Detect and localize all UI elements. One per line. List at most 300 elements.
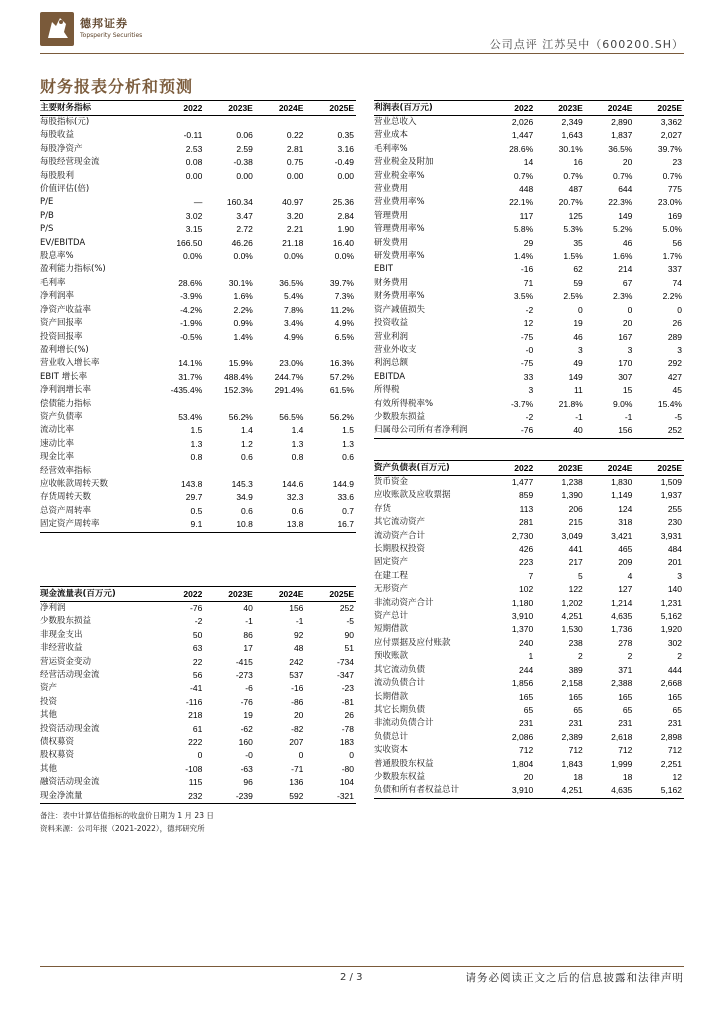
brand-name-en: Topsperity Securities: [80, 32, 143, 39]
year-header: 2024E: [585, 101, 635, 116]
table-row: [40, 384, 356, 397]
cell-value: 1,214: [611, 597, 633, 608]
cell-value: 4.9%: [284, 331, 304, 342]
table-row: [374, 784, 684, 798]
cell-value: 22.1%: [509, 197, 534, 208]
table-row: [40, 478, 356, 491]
table-title: 资产负债表(百万元): [374, 461, 486, 476]
cell-value: 0.6: [241, 452, 253, 463]
row-label: 普通股股东权益: [374, 758, 434, 769]
cell-value: -1: [245, 616, 253, 627]
cell-value: -0.49: [334, 157, 354, 168]
cell-value: 427: [667, 371, 682, 382]
table-row: [40, 196, 356, 209]
cell-value: 160: [238, 737, 253, 748]
cell-value: -76: [190, 603, 203, 613]
table-title: 现金流量表(百万元): [40, 587, 154, 602]
table-row: [374, 744, 684, 757]
table-row: [40, 170, 356, 183]
table-row: [374, 758, 684, 771]
cell-value: 3.47: [236, 210, 253, 221]
cell-value: 441: [568, 544, 583, 555]
cell-value: [154, 344, 205, 357]
cell-value: 56.2%: [329, 411, 354, 422]
cell-value: 644: [618, 184, 633, 195]
cell-value: 26: [672, 318, 682, 329]
cell-value: 4,251: [561, 611, 583, 622]
cell-value: 5.4%: [284, 291, 304, 302]
table-header-row: [40, 101, 356, 116]
table-row: [40, 465, 356, 478]
row-label: 在建工程: [374, 570, 409, 581]
cell-value: -2: [525, 304, 534, 315]
cell-value: 26: [344, 710, 354, 721]
row-label: 营业费用率%: [374, 197, 425, 208]
cell-value: 2: [627, 651, 633, 662]
cell-value: 1,837: [611, 130, 633, 141]
cell-value: 0.6: [241, 505, 253, 516]
row-label: 投资: [40, 696, 58, 707]
cell-value: 1,149: [611, 490, 633, 501]
row-label: 每股经营现金流: [40, 157, 100, 168]
cell-value: 63: [192, 643, 203, 654]
cell-value: 0.08: [185, 157, 203, 168]
table-row: [374, 317, 684, 330]
cashflow-table: [40, 586, 356, 804]
table-row: [40, 290, 356, 303]
cell-value: 592: [255, 790, 306, 804]
row-label: 非流动负债合计: [374, 718, 434, 729]
cell-value: 487: [568, 184, 583, 195]
cell-value: -734: [336, 656, 354, 667]
row-label: 营业外收支: [374, 344, 417, 355]
cell-value: 0: [298, 750, 304, 761]
cell-value: 0.7%: [662, 170, 682, 181]
cell-value: 1,736: [611, 624, 633, 635]
table-title: 主要财务指标: [40, 101, 154, 116]
cell-value: 712: [618, 745, 633, 756]
cell-value: -6: [245, 683, 253, 694]
table-row: [40, 656, 356, 669]
cell-value: -62: [240, 723, 253, 734]
cell-value: 20: [622, 318, 633, 329]
row-label: 少数股东损益: [40, 616, 92, 627]
table-row: [374, 183, 684, 196]
cell-value: [204, 465, 255, 478]
cell-value: 232: [154, 790, 205, 804]
cell-value: 1,509: [660, 477, 682, 487]
row-label: 财务费用率%: [374, 291, 425, 302]
table-row: [40, 790, 356, 804]
cell-value: 117: [519, 210, 534, 221]
cell-value: -81: [341, 696, 354, 707]
cell-value: -435.4%: [170, 385, 203, 396]
row-label: 应付票据及应付账款: [374, 637, 451, 648]
row-label: 归属母公司所有者净利润: [374, 424, 486, 438]
cell-value: 30.1%: [558, 143, 583, 154]
cell-value: 21.18: [282, 237, 304, 248]
cell-value: 166.50: [176, 237, 203, 248]
cell-value: -0.38: [233, 157, 253, 168]
table-row: [374, 398, 684, 411]
cell-value: [255, 116, 306, 130]
cell-value: 0: [197, 750, 203, 761]
cell-value: 29: [523, 237, 534, 248]
table-row: [374, 503, 684, 516]
cell-value: 3,421: [611, 530, 633, 541]
row-label: 资产减值损失: [374, 304, 426, 315]
cell-value: 465: [618, 544, 633, 555]
row-label: 流动负债合计: [374, 678, 426, 689]
row-label: 其他: [40, 710, 58, 721]
table-row: [374, 476, 684, 490]
table-row: [374, 570, 684, 583]
cell-value: 252: [339, 603, 354, 613]
cell-value: 775: [667, 184, 682, 195]
year-header: 2025E: [634, 461, 684, 476]
cell-value: -5: [346, 616, 354, 627]
cell-value: 1.4: [291, 425, 304, 436]
cell-value: 1.3: [291, 438, 304, 449]
balance-sheet-table: [374, 460, 684, 799]
cell-value: 48: [293, 643, 304, 654]
row-label: 短期借款: [374, 624, 409, 635]
cell-value: 39.7%: [657, 143, 682, 154]
cell-value: 124: [618, 503, 633, 514]
cell-value: 3.20: [286, 210, 304, 221]
row-label: 营业利润: [374, 331, 409, 342]
cell-value: 2,618: [611, 731, 633, 742]
cell-value: 242: [289, 656, 304, 667]
table-row: [374, 516, 684, 529]
cell-value: 115: [188, 777, 203, 788]
cell-value: 14.1%: [178, 358, 203, 369]
cell-value: 104: [339, 777, 354, 788]
year-header: 2022: [486, 101, 536, 116]
cell-value: 20: [523, 771, 534, 782]
cell-value: 36.5%: [608, 143, 633, 154]
cell-value: 1,447: [511, 130, 534, 141]
cell-value: 1,643: [561, 130, 583, 141]
cell-value: 20: [293, 710, 304, 721]
cell-value: 2.3%: [613, 291, 633, 302]
cell-value: 0.00: [185, 170, 203, 181]
cell-value: 28.6%: [178, 277, 203, 288]
cell-value: 46: [573, 331, 583, 342]
cell-value: [204, 344, 255, 357]
cell-value: 2,086: [511, 731, 534, 742]
cell-value: 127: [618, 584, 633, 595]
table-title: 利润表(百万元): [374, 101, 486, 116]
cell-value: 23.0%: [279, 358, 304, 369]
cell-value: 240: [519, 637, 534, 648]
cell-value: 32.3: [286, 492, 304, 503]
row-label: 现金净流量: [40, 790, 154, 804]
cell-value: 426: [519, 544, 534, 555]
cell-value: 3.4%: [284, 318, 304, 329]
table-row: [374, 731, 684, 744]
cell-value: 0.06: [236, 130, 253, 141]
table-row: [40, 210, 356, 223]
cell-value: 444: [667, 664, 682, 675]
table-row: [374, 277, 684, 290]
cell-value: 113: [519, 503, 534, 514]
table-row: [374, 717, 684, 730]
brand-name-cn: 德邦证券: [80, 17, 128, 30]
cell-value: 0.7: [342, 505, 354, 516]
cell-value: -23: [341, 683, 354, 694]
table-row: [374, 424, 684, 438]
cell-value: 1,937: [660, 490, 682, 501]
cell-value: 231: [568, 718, 583, 729]
cell-value: 19: [243, 710, 253, 721]
row-label: 其它流动负债: [374, 664, 426, 675]
row-label: 流动资产合计: [374, 530, 426, 541]
cell-value: 1,530: [561, 624, 583, 635]
cell-value: [305, 398, 356, 411]
row-label: 经营效率指标: [40, 465, 92, 476]
cell-value: 46: [622, 237, 633, 248]
cell-value: -41: [190, 683, 203, 694]
cell-value: 9.0%: [613, 398, 633, 409]
cell-value: 3,362: [660, 117, 682, 127]
cell-value: 65: [672, 704, 682, 715]
cell-value: [204, 183, 255, 196]
cell-value: -80: [341, 763, 354, 774]
table-row: [40, 491, 356, 504]
cell-value: [305, 465, 356, 478]
cell-value: 0.5: [190, 505, 203, 516]
disclaimer: 请务必阅读正文之后的信息披露和法律声明: [465, 972, 684, 984]
cell-value: 3.5%: [513, 291, 534, 302]
table-row: [40, 438, 356, 451]
cell-value: 1,202: [561, 597, 583, 608]
row-label: 货币资金: [374, 477, 409, 487]
cell-value: 2.53: [185, 143, 203, 154]
row-label: 应收帐款周转天数: [40, 478, 109, 489]
cell-value: 4.9%: [334, 318, 354, 329]
table-row: [374, 223, 684, 236]
cell-value: 201: [667, 557, 682, 568]
cell-value: 67: [622, 277, 633, 288]
cell-value: 2,389: [561, 731, 583, 742]
cell-value: 16.7: [305, 518, 356, 532]
cell-value: 3,931: [660, 530, 682, 541]
row-label: 每股指标(元): [40, 117, 90, 127]
row-label: 无形资产: [374, 584, 409, 595]
row-label: 资产负债率: [40, 411, 83, 422]
cell-value: -415: [235, 656, 253, 667]
cell-value: 537: [289, 670, 304, 681]
row-label: 管理费用率%: [374, 224, 425, 235]
cell-value: 712: [519, 745, 534, 756]
row-label: 营运资金变动: [40, 656, 92, 667]
cell-value: 31.7%: [178, 371, 203, 382]
cell-value: 0.9%: [233, 318, 253, 329]
cell-value: 0.7%: [613, 170, 633, 181]
year-header: 2023E: [204, 101, 255, 116]
cell-value: 51: [344, 643, 354, 654]
cell-value: 169: [667, 210, 682, 221]
table-row: [374, 170, 684, 183]
cell-value: 156: [289, 603, 304, 613]
cell-value: 0.00: [286, 170, 304, 181]
cell-value: -86: [291, 696, 304, 707]
cell-value: 0.6: [291, 505, 304, 516]
table-row: [40, 518, 356, 532]
cell-value: [204, 398, 255, 411]
cell-value: -4.2%: [180, 304, 203, 315]
table-row: [40, 451, 356, 464]
cell-value: 281: [519, 517, 534, 528]
table-row: [374, 704, 684, 717]
row-label: 有效所得税率%: [374, 398, 434, 409]
cell-value: 1,856: [511, 678, 534, 689]
cell-value: 74: [672, 277, 682, 288]
cell-value: [154, 263, 205, 276]
cell-value: 1,843: [561, 758, 583, 769]
row-label: 非现金支出: [40, 629, 83, 640]
cell-value: 1,477: [511, 477, 534, 487]
cell-value: 488.4%: [224, 371, 253, 382]
cell-value: 19: [573, 318, 583, 329]
cell-value: [305, 116, 356, 130]
cell-value: 11.2%: [330, 304, 354, 315]
cell-value: 122: [568, 584, 583, 595]
cell-value: 15.9%: [228, 358, 253, 369]
cell-value: 2.72: [236, 224, 253, 235]
row-label: 盈利增长(%): [40, 344, 89, 355]
cell-value: 40: [535, 424, 585, 438]
cell-value: 3: [578, 344, 583, 355]
row-label: 营业总收入: [374, 117, 417, 127]
cell-value: 255: [667, 503, 682, 514]
table-row: [40, 696, 356, 709]
cell-value: 0.0%: [334, 251, 354, 262]
table-row: [374, 583, 684, 596]
cell-value: 61.5%: [329, 385, 354, 396]
cell-value: 2,158: [561, 678, 583, 689]
cell-value: 371: [618, 664, 633, 675]
cell-value: 278: [618, 637, 633, 648]
cell-value: 1,238: [561, 477, 583, 487]
cell-value: 45: [672, 385, 682, 396]
cell-value: -75: [520, 358, 534, 369]
row-label: 速动比率: [40, 438, 75, 449]
table-row: [374, 237, 684, 250]
table-row: [40, 304, 356, 317]
row-label: 长期借款: [374, 691, 409, 702]
table-row: [40, 143, 356, 156]
table-row: [40, 776, 356, 789]
cell-value: 244: [519, 664, 534, 675]
row-label: 负债和所有者权益总计: [374, 784, 486, 798]
cell-value: 2.2%: [233, 304, 253, 315]
cell-value: 165: [568, 691, 583, 702]
cell-value: 2,898: [660, 731, 682, 742]
cell-value: -1.9%: [180, 318, 203, 329]
year-header: 2022: [154, 101, 205, 116]
cell-value: -76: [240, 696, 253, 707]
row-label: 净利润增长率: [40, 385, 92, 396]
row-label: 营业费用: [374, 184, 409, 195]
table-row: [40, 263, 356, 276]
table-row: [374, 384, 684, 397]
cell-value: 17: [243, 643, 253, 654]
cell-value: 712: [568, 745, 583, 756]
cell-value: 448: [519, 184, 534, 195]
cell-value: 0.7%: [513, 170, 534, 181]
cell-value: 34.9: [236, 492, 253, 503]
cell-value: -82: [291, 723, 304, 734]
cell-value: 136: [289, 777, 304, 788]
row-label: P/B: [40, 210, 54, 221]
cell-value: 1.90: [337, 224, 354, 235]
table-row: [40, 424, 356, 437]
cell-value: 218: [188, 710, 203, 721]
row-label: P/E: [40, 197, 54, 208]
cell-value: 1,920: [660, 624, 682, 635]
cell-value: 40.97: [282, 197, 304, 208]
cell-value: [255, 398, 306, 411]
cell-value: 4: [627, 570, 633, 581]
cell-value: 12: [523, 318, 534, 329]
cell-value: 29.7: [185, 492, 203, 503]
cell-value: 337: [667, 264, 682, 275]
year-header: 2022: [154, 587, 205, 602]
cell-value: -0: [525, 344, 534, 355]
cell-value: 7: [528, 570, 534, 581]
cell-value: 1,830: [611, 477, 633, 487]
year-header: 2025E: [305, 587, 356, 602]
cell-value: 61: [192, 723, 203, 734]
cell-value: 2,026: [511, 117, 534, 127]
cell-value: 33: [523, 371, 534, 382]
table-row: [374, 331, 684, 344]
row-label: 固定资产周转率: [40, 518, 154, 532]
table-row: [374, 371, 684, 384]
cell-value: -76: [486, 424, 536, 438]
row-label: 研发费用率%: [374, 251, 425, 262]
cell-value: 231: [667, 718, 682, 729]
table-row: [40, 709, 356, 722]
cell-value: -63: [240, 763, 253, 774]
row-label: 净利润: [40, 603, 66, 613]
section-title: 财务报表分析和预测: [40, 77, 194, 96]
row-label: 管理费用: [374, 210, 409, 221]
table-header-row: [40, 587, 356, 602]
cell-value: 90: [344, 629, 354, 640]
cell-value: -71: [291, 763, 304, 774]
table-header-row: [374, 101, 684, 116]
cell-value: 5.2%: [613, 224, 633, 235]
table-row: [374, 196, 684, 209]
cell-value: 15.4%: [657, 398, 682, 409]
table-row: [40, 763, 356, 776]
cell-value: 5.8%: [513, 224, 534, 235]
table-row: [40, 749, 356, 762]
cell-value: 36.5%: [279, 277, 304, 288]
table-row: [40, 223, 356, 236]
cell-value: 0.6: [342, 452, 354, 463]
cell-value: -347: [336, 670, 354, 681]
cell-value: 7.8%: [284, 304, 304, 315]
cell-value: [255, 465, 306, 478]
row-label: 预收账款: [374, 651, 409, 662]
cell-value: 1,180: [511, 597, 534, 608]
table-row: [40, 371, 356, 384]
cell-value: 2,730: [511, 530, 534, 541]
